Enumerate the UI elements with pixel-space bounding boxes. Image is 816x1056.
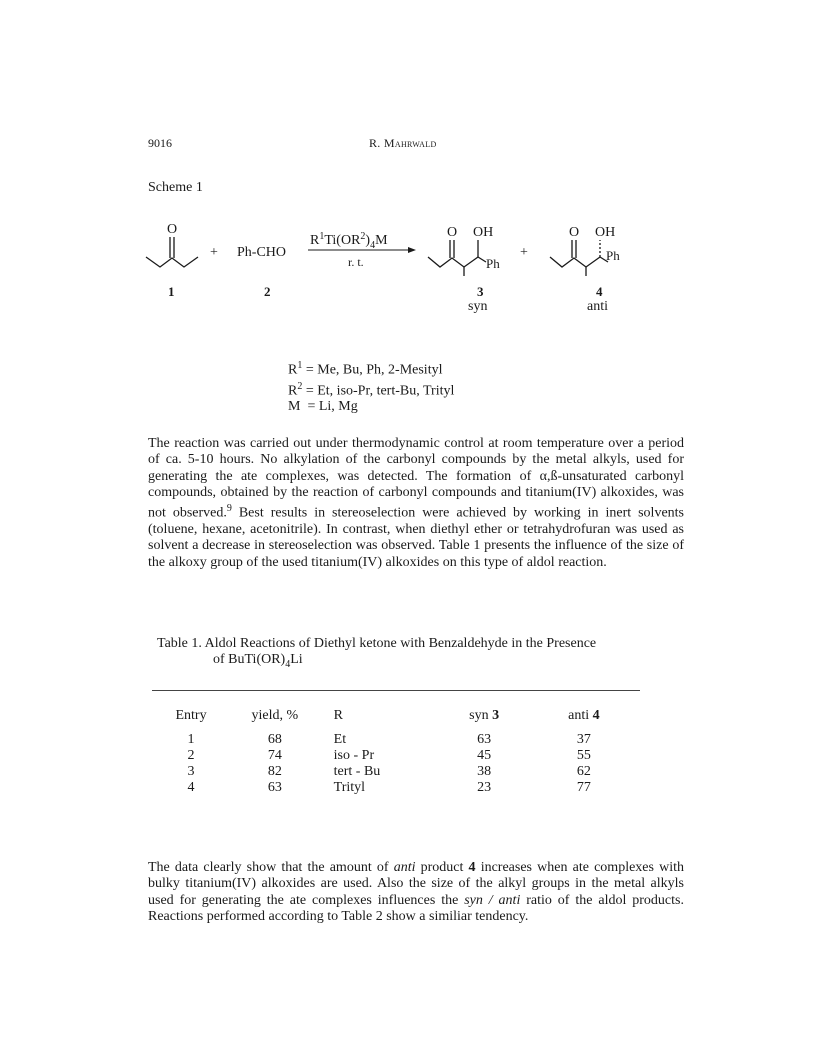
cell-yield: 63 xyxy=(267,780,282,795)
cell-yield: 74 xyxy=(267,748,282,763)
scheme-label: Scheme 1 xyxy=(148,180,203,195)
header-anti: anti 4 xyxy=(568,708,600,723)
compound-number-2: 2 xyxy=(264,284,271,299)
table-1-caption: Table 1. Aldol Reactions of Diethyl ketone with Benzaldehyde in the Presence of $BuTi(OR)_4Li$ xyxy=(157,636,597,670)
reaction-scheme xyxy=(140,210,700,320)
m-definition: M = Li, Mg xyxy=(288,399,358,415)
table-row xyxy=(152,780,640,796)
cell-r: tert - Bu xyxy=(333,764,381,779)
cell-entry: 3 xyxy=(187,764,195,779)
cell-yield: 68 xyxy=(267,732,282,747)
cell-entry: 2 xyxy=(187,748,195,763)
cell-anti: 77 xyxy=(576,780,591,795)
cell-syn: 45 xyxy=(477,748,492,763)
substituent-definitions xyxy=(288,358,454,415)
anti-label: anti xyxy=(587,299,608,314)
table-row xyxy=(152,732,640,748)
table-row xyxy=(152,764,640,780)
syn-carbonyl-oxygen: O xyxy=(447,225,458,240)
cell-anti: 62 xyxy=(576,764,591,779)
syn-aldol-structure xyxy=(428,240,486,276)
diethyl-ketone-structure xyxy=(146,237,198,267)
header-syn: syn 3 xyxy=(469,708,500,723)
conditions-label: r. t. xyxy=(348,255,364,269)
reagent-formula: $R^1Ti(OR^2)_4M$ xyxy=(310,231,388,251)
anti-carbonyl-oxygen: O xyxy=(569,225,580,240)
cell-anti: 55 xyxy=(576,748,591,763)
page-number: 9016 xyxy=(148,136,172,150)
header-entry: Entry xyxy=(175,708,207,723)
header-r: R xyxy=(333,708,343,723)
table-1 xyxy=(152,708,640,796)
r1-definition: $R^1 = Me$, Bu, Ph, 2-Mesityl xyxy=(288,360,443,378)
cell-r: Trityl xyxy=(333,780,366,795)
cell-syn: 63 xyxy=(477,732,492,747)
anti-hydroxyl-label: OH xyxy=(595,225,616,240)
cell-entry: 1 xyxy=(187,732,195,747)
reference-9: 9 xyxy=(226,503,232,515)
compound-number-1: 1 xyxy=(168,284,175,299)
cell-syn: 23 xyxy=(477,780,492,795)
table-top-rule xyxy=(152,690,640,691)
paragraph-2: The data clearly show that the amount of anti product 4 increases when ate complexes with bulky titanium(IV) alkoxides are used. Also the size of the alkyl groups in the metal alkyls used for generating the ate complexes influences the syn / anti ratio of the aldol products. Reactions performed according to Table 2 show a similiar tendency. xyxy=(148,860,685,924)
cell-r: iso - Pr xyxy=(333,748,375,763)
anti-phenyl-label: Ph xyxy=(606,248,620,263)
table-header-row xyxy=(152,708,640,732)
table-row xyxy=(152,748,640,764)
cell-entry: 4 xyxy=(187,780,195,795)
cell-anti: 37 xyxy=(576,732,591,747)
syn-phenyl-label: Ph xyxy=(486,256,500,271)
anti-aldol-structure xyxy=(550,240,608,276)
compound-number-3: 3 xyxy=(477,284,484,299)
cell-r: Et xyxy=(333,732,347,747)
header-yield: yield, % xyxy=(251,708,299,723)
cell-syn: 38 xyxy=(477,764,492,779)
running-title: R. Mahrwald xyxy=(369,136,437,150)
syn-hydroxyl-label: OH xyxy=(473,225,494,240)
benzaldehyde-label: Ph-CHO xyxy=(237,245,287,260)
compound-number-4: 4 xyxy=(596,284,603,299)
ketone-oxygen: O xyxy=(167,222,178,237)
cell-yield: 82 xyxy=(267,764,282,779)
plus-sign: + xyxy=(210,245,218,260)
plus-sign-2: + xyxy=(520,245,528,260)
paragraph-1: The reaction was carried out under thermodynamic control at room temperature over a period of ca. 5-10 hours. No alkylation of the carbonyl compounds by the metal alkyls, used for generating the ate complexes, was detected. The formation of α,ß-unsaturated carbonyl compounds, obtained by the reaction of carbonyl compounds and titanium(IV) alkoxides, was not observed.$^9$ Best results in stereoselection were achieved by working in inert solvents (toluene, hexane, acetonitrile). In contrast, when diethyl ether or tetrahydrofuran was used as solvent a decrease in stereoselection was observed. Table 1 presents the influence of the size of the alkoxy group of the used titanium(IV) alkoxides on this type of aldol reaction. xyxy=(148,436,684,570)
r2-definition: $R^2 = Et$, iso-Pr, tert-Bu, Trityl xyxy=(288,380,455,399)
syn-label: syn xyxy=(468,299,488,314)
